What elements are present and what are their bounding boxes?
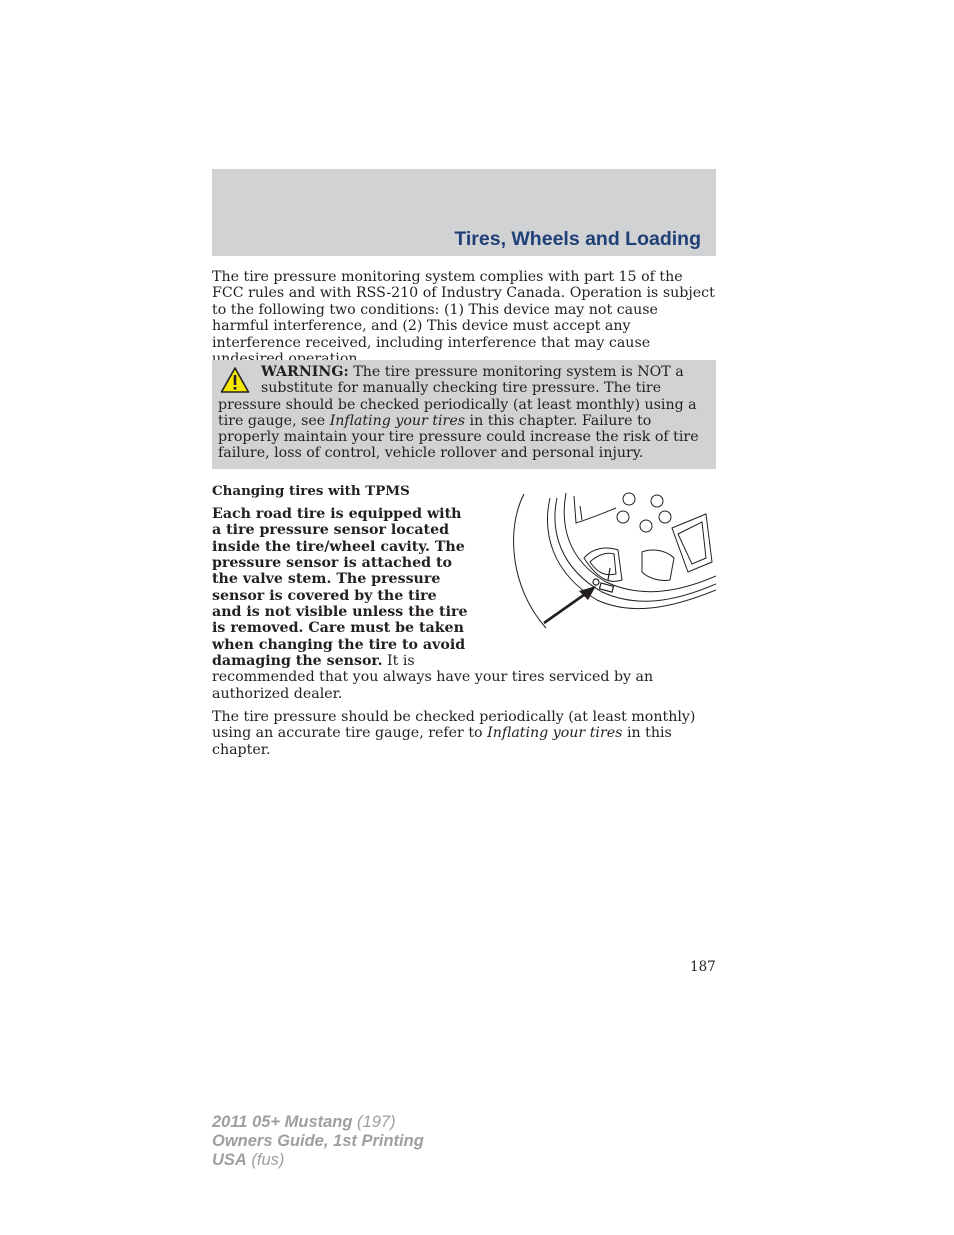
check-text-part-2: in this chapter.: [212, 725, 672, 758]
footer: [212, 1113, 424, 1170]
footer-guide: Owners Guide, 1st Printing: [212, 1132, 424, 1150]
warning-link-inflating-tires[interactable]: Inflating your tires: [329, 412, 466, 429]
warning-box: [212, 360, 716, 469]
footer-model: 2011 05+ Mustang: [212, 1113, 353, 1131]
intro-paragraph: The tire pressure monitoring system complies with part 15 of the FCC rules and with RSS-210 of Industry Canada. Operation is subject to the following two conditions: (1) This device may not cause harmful interference, and (2) This device must accept any interference received, including interference that may cause: [212, 269, 715, 351]
warning-text: [218, 364, 710, 462]
tpms-normal-text: It is recommended that you always have your tires serviced by an authorized dealer.: [212, 653, 654, 702]
tire-pressure-sensor-illustration: [502, 488, 716, 630]
warning-text-part-2: in this chapter. Failure to properly maintain your tire pressure could increase the risk of tire failure, loss of control, vehicle rollover and personal injury.: [218, 412, 699, 462]
section-header: [212, 169, 716, 256]
footer-market: USA: [212, 1151, 247, 1169]
warning-label: WARNING:: [261, 364, 349, 380]
check-text-part-1: The tire pressure should be checked periodically (at least monthly) using an accurate tire gauge, refer to: [212, 709, 696, 742]
page-number: 187: [690, 959, 716, 975]
check-link-inflating-tires[interactable]: Inflating your tires: [487, 725, 623, 742]
section-title: Tires, Wheels and Loading: [454, 228, 701, 250]
warning-text-part-1: The tire pressure monitoring system is NOT a substitute for manually checking tire pressure. The tire pressure should be checked periodically (at least monthly) using a tire gauge, see: [218, 364, 697, 429]
tpms-bold-text: Each road tire is equipped with a tire pressure sensor located inside the tire/wheel cavity. The pressure sensor is attached to the valve stem. The pressure sensor is covered by the tire and is not visible unless the tire is removed. Care must be taken when changing the tire to avoid damaging the sensor.: [212, 506, 468, 670]
section-heading-changing-tires: Changing tires with TPMS: [212, 483, 410, 499]
footer-model-code: (197): [352, 1113, 396, 1131]
check-pressure-paragraph: [212, 709, 718, 758]
footer-market-code: (fus): [246, 1151, 285, 1169]
